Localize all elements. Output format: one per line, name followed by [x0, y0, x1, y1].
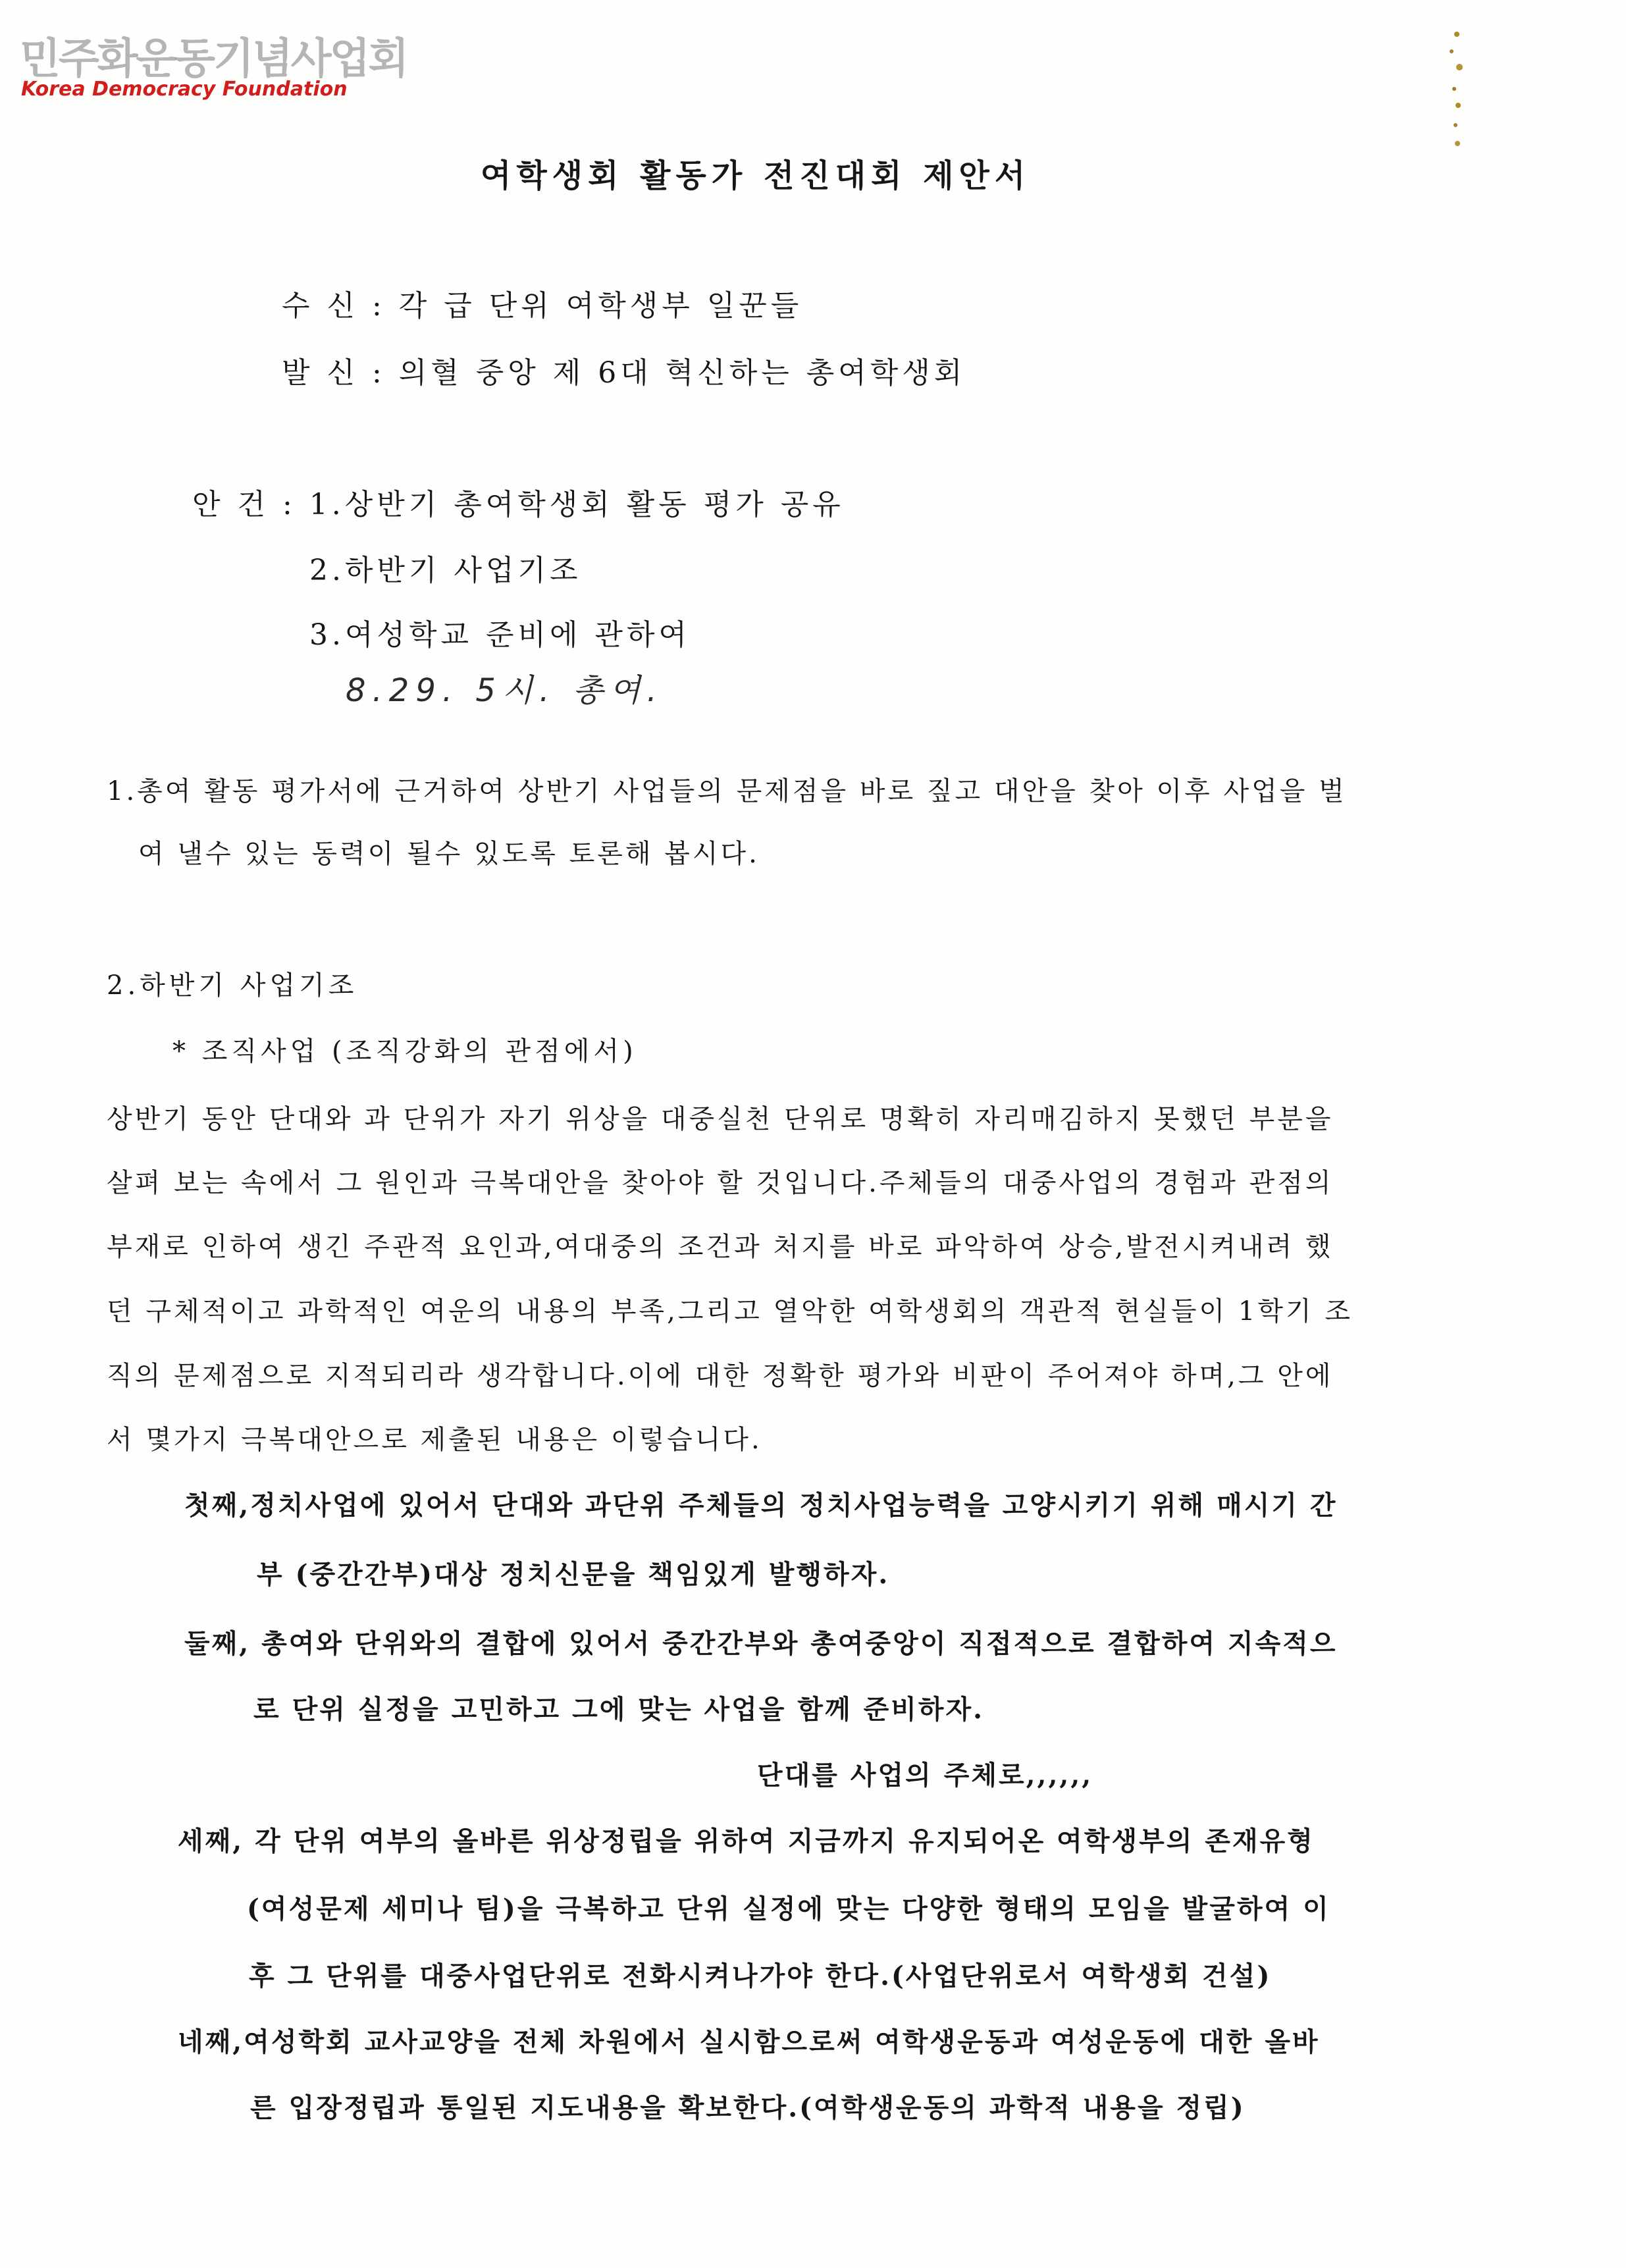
section1-line-1: 1.총여 활동 평가서에 근거하여 상반기 사업들의 문제점을 바로 짚고 대안을 찾아 이후 사업을 벌 [107, 776, 1347, 806]
proposal-2-slogan: 단대를 사업의 주체로,,,,,, [757, 1760, 1093, 1791]
agenda-item-3: 3.여성학교 준비에 관하여 [309, 618, 691, 652]
paper-stain-marks [1432, 26, 1478, 151]
section2-body-line-4: 던 구체적이고 과학적인 여운의 내용의 부족,그리고 열악한 여학생회의 객관적 현실들이 1학기 조 [107, 1296, 1353, 1327]
sender-line: 발 신 : 의혈 중앙 제 6대 혁신하는 총여학생회 [282, 356, 966, 390]
handwritten-note: 8.29. 5시. 총여. [346, 672, 664, 709]
section2-body-line-6: 서 몇가지 극복대안으로 제출된 내용은 이렇습니다. [107, 1425, 762, 1455]
proposal-3-line-2: (여성문제 세미나 팀)을 극복하고 단위 실정에 맞는 다양한 형태의 모임을 발굴하여 이 [247, 1893, 1330, 1924]
proposal-2-line-2: 로 단위 실정을 고민하고 그에 맞는 사업을 함께 준비하자. [253, 1694, 985, 1725]
agenda-item-1: 안 건 : 1.상반기 총여학생회 활동 평가 공유 [192, 488, 845, 521]
section2-heading: 2.하반기 사업기조 [107, 970, 358, 1001]
section2-body-line-1: 상반기 동안 단대와 과 단위가 자기 위상을 대중실천 단위로 명확히 자리매김하지 못했던 부분을 [107, 1104, 1334, 1134]
section2-body-line-3: 부재로 인하여 생긴 주관적 요인과,여대중의 조건과 처지를 바로 파악하여 상승,발전시켜내려 했 [107, 1232, 1334, 1262]
proposal-2-line-1: 둘째, 총여와 단위와의 결합에 있어서 중간간부와 총여중앙이 직접적으로 결합하여 지속적으 [184, 1628, 1338, 1659]
proposal-1-line-1: 첫째,정치사업에 있어서 단대와 과단위 주체들의 정치사업능력을 고양시키기 위해 매시기 간 [184, 1490, 1338, 1521]
section2-body-line-5: 직의 문제점으로 지적되리라 생각합니다.이에 대한 정확한 평가와 비판이 주어져야 하며,그 안에 [107, 1361, 1334, 1391]
proposal-1-line-2: 부 (중간간부)대상 정치신문을 책임있게 발행하자. [257, 1559, 890, 1590]
proposal-3-line-1: 세째, 각 단위 여부의 올바른 위상정립을 위하여 지금까지 유지되어온 여학생부의 존재유형 [178, 1826, 1315, 1857]
watermark-english-name: Korea Democracy Foundation [21, 78, 348, 101]
document-title: 여학생회 활동가 전진대회 제안서 [481, 157, 1031, 194]
proposal-3-line-3: 후 그 단위를 대중사업단위로 전화시켜나가야 한다.(사업단위로서 여학생회 건설) [249, 1961, 1272, 1991]
agenda-item-2: 2.하반기 사업기조 [309, 554, 582, 587]
section2-body-line-2: 살펴 보는 속에서 그 원인과 극복대안을 찾아야 할 것입니다.주체들의 대중사업의 경험과 관점의 [107, 1168, 1334, 1198]
recipient-line: 수 신 : 각 급 단위 여학생부 일꾼들 [282, 289, 803, 323]
proposal-4-line-2: 른 입장정립과 통일된 지도내용을 확보한다.(여학생운동의 과학적 내용을 정립) [250, 2092, 1246, 2123]
section2-subheading: * 조직사업 (조직강화의 관점에서) [172, 1036, 637, 1067]
watermark-korean-name: 민주화운동기념사업회 [20, 35, 407, 84]
foundation-watermark [18, 25, 407, 104]
section1-line-2: 여 낼수 있는 동력이 될수 있도록 토론해 봅시다. [138, 839, 760, 869]
proposal-4-line-1: 네째,여성학회 교사교양을 전체 차원에서 실시함으로써 여학생운동과 여성운동에 대한 올바 [178, 2026, 1320, 2057]
